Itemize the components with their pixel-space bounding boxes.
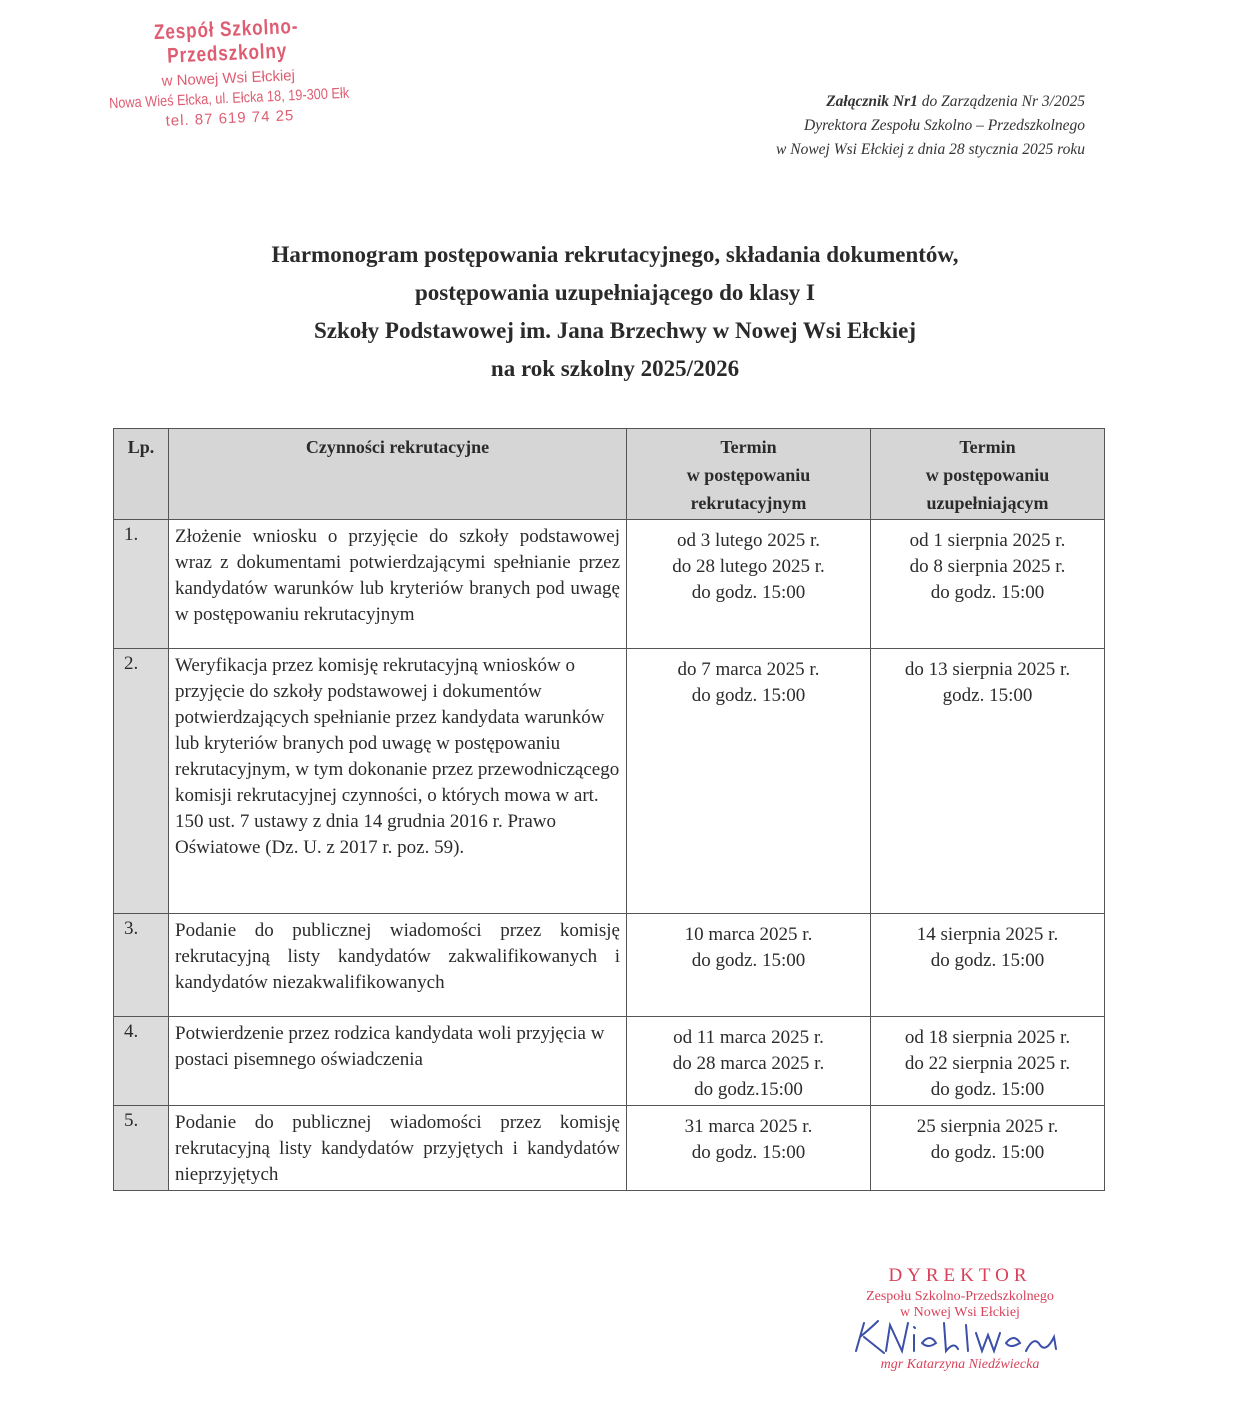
row-term-supplementary	[871, 520, 1105, 649]
row-number: 2.	[114, 649, 169, 914]
row-number: 5.	[114, 1106, 169, 1191]
title-line-3: Szkoły Podstawowej im. Jana Brzechwy w Nowej Wsi Ełckiej	[314, 318, 916, 343]
director-line-3: w Nowej Wsi Ełckiej	[900, 1305, 1020, 1320]
annex-note	[776, 90, 1085, 162]
row-number: 4.	[114, 1017, 169, 1106]
term-line: do godz. 15:00	[930, 582, 1045, 603]
term-line: do godz. 15:00	[930, 1079, 1045, 1100]
annex-line-3: w Nowej Wsi Ełckiej z dnia 28 stycznia 2025 roku	[776, 141, 1085, 158]
annex-line-1	[776, 90, 1085, 114]
director-stamp	[830, 1265, 1090, 1373]
row-term-supplementary	[871, 1106, 1105, 1191]
header-term-supplementary-l1: Termin	[959, 437, 1016, 457]
term-line: do godz. 15:00	[691, 1142, 806, 1163]
term-line: do godz. 15:00	[691, 950, 806, 971]
school-stamp	[76, 12, 380, 134]
term-line: do godz.15:00	[694, 1079, 803, 1100]
term-line: do godz. 15:00	[930, 1142, 1045, 1163]
term-line: od 1 sierpnia 2025 r.	[909, 530, 1066, 551]
stamp-line-3: Nowa Wieś Ełcka, ul. Ełcka 18, 19-300 Ełk	[108, 84, 350, 113]
term-line: od 18 sierpnia 2025 r.	[904, 1027, 1071, 1048]
table-row	[114, 520, 1105, 649]
annex-line-2: Dyrektora Zespołu Szkolno – Przedszkolnego	[804, 117, 1085, 134]
term-line: do 7 marca 2025 r.	[677, 659, 820, 680]
table-row	[114, 649, 1105, 914]
row-activity: Weryfikacja przez komisję rekrutacyjną wniosków o przyjęcie do szkoły podstawowej i dokumentów potwierdzających spełnianie przez kandydata warunków lub kryteriów branych pod uwagę w postępowaniu rekrutacyjnym, w tym dokonanie przez przewodniczącego komisji rekrutacyjnej czynności, o których mowa w art. 150 ust. 7 ustawy z dnia 14 grudnia 2016 r. Prawo Oświatowe (Dz. U. z 2017 r. poz. 59).	[169, 649, 627, 914]
table-row	[114, 1017, 1105, 1106]
term-line: do godz. 15:00	[691, 685, 806, 706]
row-term-supplementary	[871, 914, 1105, 1017]
term-line: do 8 sierpnia 2025 r.	[909, 556, 1066, 577]
row-term-recruitment	[627, 1017, 871, 1106]
title-line-4: na rok szkolny 2025/2026	[490, 356, 740, 381]
signature-icon	[850, 1315, 1070, 1359]
director-line-2: Zespołu Szkolno-Przedszkolnego	[866, 1289, 1054, 1304]
document-title	[0, 236, 1230, 388]
stamp-line-2: w Nowej Wsi Ełckiej	[161, 67, 296, 90]
table-row	[114, 1106, 1105, 1191]
header-term-recruitment-l2: w postępowaniu	[686, 465, 811, 485]
row-activity: Podanie do publicznej wiadomości przez komisję rekrutacyjną listy kandydatów zakwalifikowanych i kandydatów niezakwalifikowanych	[169, 914, 627, 1017]
term-line: 25 sierpnia 2025 r.	[916, 1116, 1059, 1137]
term-line: od 11 marca 2025 r.	[673, 1027, 824, 1048]
term-line: od 3 lutego 2025 r.	[676, 530, 821, 551]
header-term-supplementary-l3: uzupełniającym	[926, 493, 1049, 513]
header-term-recruitment-l3: rekrutacyjnym	[690, 493, 807, 513]
row-activity: Złożenie wniosku o przyjęcie do szkoły podstawowej wraz z dokumentami potwierdzającymi spełnianie przez kandydatów warunków lub kryteriów branych pod uwagę w postępowaniu rekrutacyjnym	[169, 520, 627, 649]
header-term-recruitment	[627, 429, 871, 520]
row-term-supplementary	[871, 649, 1105, 914]
term-line: do 28 marca 2025 r.	[672, 1053, 825, 1074]
header-activity: Czynności rekrutacyjne	[169, 429, 627, 520]
title-line-2: postępowania uzupełniającego do klasy I	[414, 280, 815, 305]
term-line: do godz. 15:00	[930, 950, 1045, 971]
table-header-row	[114, 429, 1105, 520]
term-line: do 22 sierpnia 2025 r.	[904, 1053, 1071, 1074]
header-lp: Lp.	[114, 429, 169, 520]
director-name: mgr Katarzyna Niedźwiecka	[880, 1357, 1040, 1372]
title-line-1: Harmonogram postępowania rekrutacyjnego, składania dokumentów,	[271, 242, 959, 267]
row-term-supplementary	[871, 1017, 1105, 1106]
header-term-supplementary-l2: w postępowaniu	[925, 465, 1050, 485]
term-line: do godz. 15:00	[691, 582, 806, 603]
annex-line-1-rest: do Zarządzenia Nr 3/2025	[917, 93, 1085, 110]
header-term-recruitment-l1: Termin	[720, 437, 777, 457]
handwritten-signature	[830, 1321, 1090, 1361]
header-term-supplementary	[871, 429, 1105, 520]
annex-number: Załącznik Nr1	[826, 93, 918, 110]
term-line: 10 marca 2025 r.	[684, 924, 813, 945]
row-term-recruitment	[627, 1106, 871, 1191]
row-activity: Potwierdzenie przez rodzica kandydata woli przyjęcia w postaci pisemnego oświadczenia	[169, 1017, 627, 1106]
row-number: 3.	[114, 914, 169, 1017]
row-term-recruitment	[627, 520, 871, 649]
row-term-recruitment	[627, 649, 871, 914]
row-activity: Podanie do publicznej wiadomości przez komisję rekrutacyjną listy kandydatów przyjętych i kandydatów nieprzyjętych	[169, 1106, 627, 1191]
schedule-table	[113, 428, 1105, 1191]
table-row	[114, 914, 1105, 1017]
stamp-line-1: Zespół Szkolno-Przedszkolny	[153, 14, 299, 68]
term-line: do 28 lutego 2025 r.	[672, 556, 825, 577]
director-title: DYREKTOR	[888, 1265, 1032, 1286]
stamp-line-4: tel. 87 619 74 25	[165, 107, 295, 130]
row-term-recruitment	[627, 914, 871, 1017]
term-line: godz. 15:00	[942, 685, 1033, 706]
row-number: 1.	[114, 520, 169, 649]
term-line: 31 marca 2025 r.	[684, 1116, 813, 1137]
term-line: do 13 sierpnia 2025 r.	[904, 659, 1071, 680]
term-line: 14 sierpnia 2025 r.	[916, 924, 1059, 945]
